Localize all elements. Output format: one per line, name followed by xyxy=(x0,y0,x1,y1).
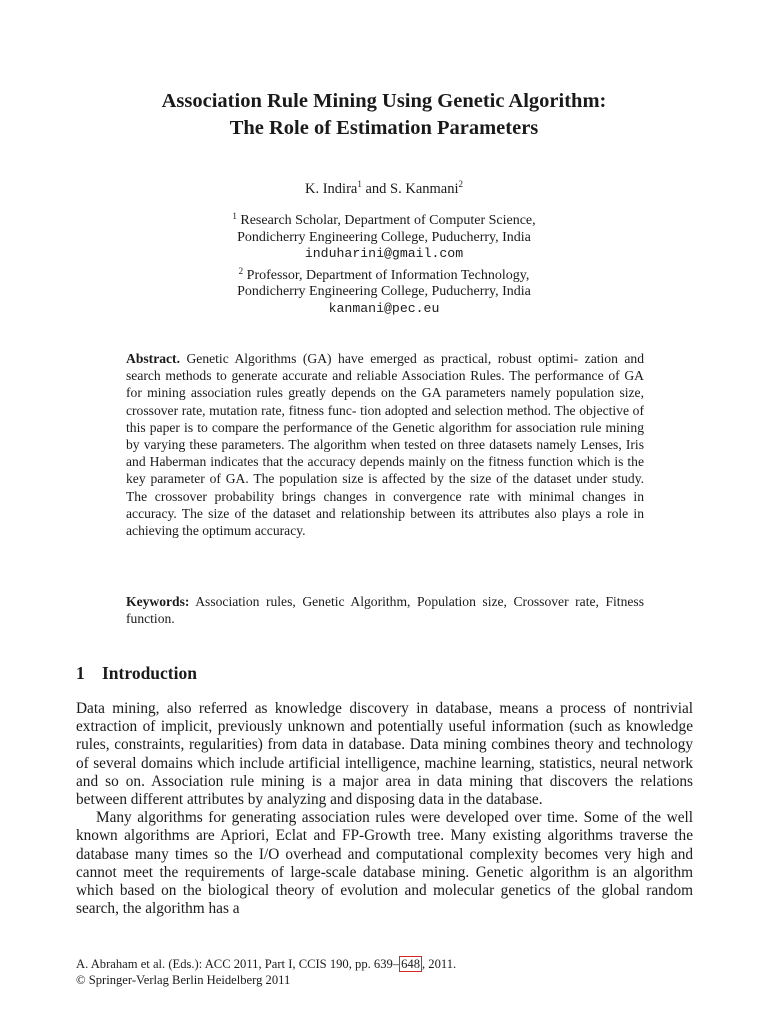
affiliation-2-line-2: Pondicherry Engineering College, Puducherry, India xyxy=(237,284,531,300)
affiliation-1-dept: Research Scholar, Department of Computer Science, xyxy=(236,213,536,228)
affiliation-1-marker: 1 xyxy=(232,211,237,221)
author-2: S. Kanmani xyxy=(390,181,459,197)
keywords xyxy=(126,593,644,627)
copyright-line: © Springer-Verlag Berlin Heidelberg 2011 xyxy=(76,973,291,987)
author-1-affil-marker: 1 xyxy=(357,179,362,189)
affiliation-1-line-1 xyxy=(0,208,768,230)
section-heading-introduction xyxy=(76,662,197,684)
affiliation-1-line-2: Pondicherry Engineering College, Puducherry, India xyxy=(237,229,531,245)
affiliation-2-dept: Professor, Department of Information Technology, xyxy=(243,267,530,283)
citation-prefix: A. Abraham et al. (Eds.): ACC 2011, Part I, CCIS 190, pp. 639 xyxy=(76,957,393,971)
affiliation-2-email: kanmani@pec.eu xyxy=(328,300,440,316)
body-paragraph-2: Many algorithms for generating association rules were developed over time. Some of the well known algorithms are Apriori, Eclat and FP-Growth tree. Many existing algorithms traverse the database many times so the I/O overhead and computational complexity becomes very high and cannot meet the requirements of large-scale database mining. Genetic algorithm is an algorithm which based on the biological theory of evolution and molecular genetics of the global random search, the algorithm has a xyxy=(76,809,693,918)
page-end-highlight: 648 xyxy=(401,957,420,971)
section-number: 1 xyxy=(76,663,85,683)
title-line-1: Association Rule Mining Using Genetic Algorithm: xyxy=(161,90,607,112)
affiliations xyxy=(0,208,768,318)
keywords-text: Association rules, Genetic Algorithm, Population size, Crossover rate, Fitness function. xyxy=(126,594,644,627)
citation-line xyxy=(76,956,456,972)
keywords-label: Keywords: xyxy=(126,594,190,609)
author-list xyxy=(0,175,768,198)
author-2-affil-marker: 2 xyxy=(458,179,463,189)
citation-suffix: , 2011. xyxy=(422,957,457,971)
paper-title xyxy=(0,88,768,142)
body-paragraph-1: Data mining, also referred as knowledge discovery in database, means a process of nontrivial extraction of implicit, previously unknown and potentially useful information (such as knowledge rules, constraints, regularities) from data in database. Data mining combines theory and technology of several domains which include artificial intelligence, machine learning, statistics, neural network and so on. Association rule mining is a major area in data mining that discovers the relations between different attributes by analyzing and disposing data in the database. xyxy=(76,700,693,809)
citation-dash: – xyxy=(392,957,400,971)
affiliation-2-marker: 2 xyxy=(238,265,244,276)
abstract-label: Abstract. xyxy=(126,351,180,366)
abstract xyxy=(126,350,644,539)
introduction-body xyxy=(76,700,693,918)
section-title: Introduction xyxy=(102,663,197,683)
abstract-text: Genetic Algorithms (GA) have emerged as practical, robust optimi- zation and search methods to generate accurate and reliable Association Rules. The performance of GA for mining association rules greatly depends on the GA parameters namely population size, crossover rate, mutation rate, fitness func- tion adopted and selection method. The objective of this paper is to compare the performance of the Genetic algorithm for association rule mining by varying these parameters. The algorithm when tested on three datasets namely Lenses, Iris and Haberman indicates that the accuracy depends mainly on the fitness function which is the key parameter of GA. The population size is affected by the size of the dataset under study. The crossover probability brings changes in convergence rate with minimal changes in accuracy. The size of the dataset and relationship between its attributes also plays a role in achieving the optimum accuracy. xyxy=(126,351,644,539)
author-conjunction: and xyxy=(361,181,391,197)
page-footer xyxy=(76,956,456,988)
author-1: K. Indira xyxy=(305,181,358,197)
affiliation-2-line-1 xyxy=(0,263,768,285)
title-line-2: The Role of Estimation Parameters xyxy=(229,117,539,139)
affiliation-1-email: induharini@gmail.com xyxy=(304,246,464,262)
